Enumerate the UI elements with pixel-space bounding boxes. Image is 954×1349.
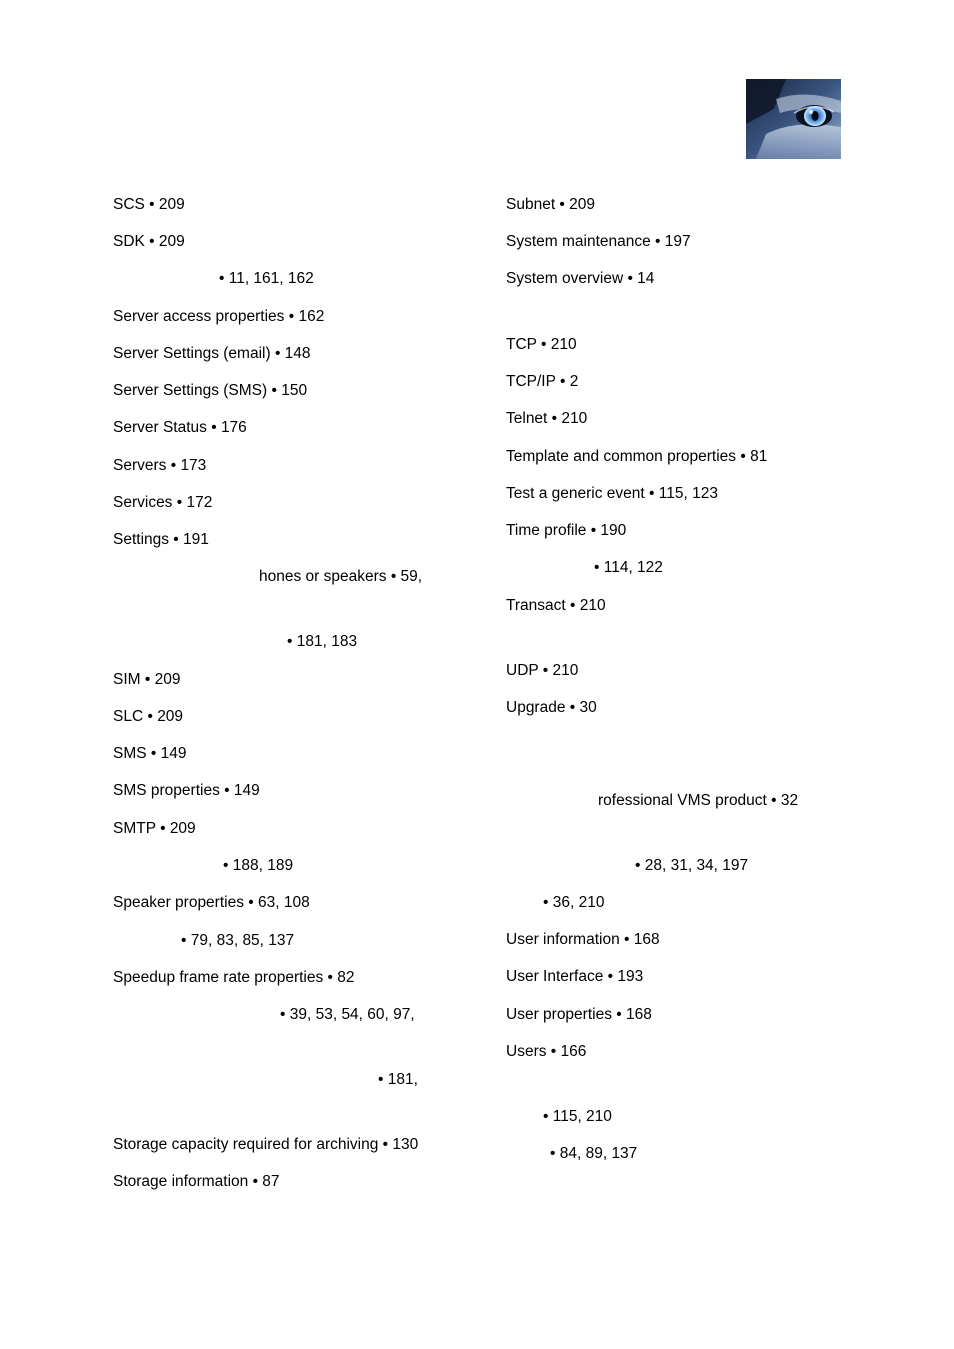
index-entry: Transact • 210: [506, 597, 606, 614]
index-entry: Telnet • 210: [506, 410, 588, 427]
index-entry: SMS • 149: [113, 745, 187, 762]
index-entry: Speaker properties • 63, 108: [113, 894, 310, 911]
index-entry: • 181,: [378, 1071, 418, 1088]
index-entry: Server Status • 176: [113, 419, 247, 436]
index-entry: • 79, 83, 85, 137: [181, 932, 295, 949]
index-entry: User properties • 168: [506, 1006, 652, 1023]
index-entry: Storage capacity required for archiving • 130: [113, 1136, 419, 1153]
index-entry: SDK • 209: [113, 233, 185, 250]
index-entry: User Interface • 193: [506, 968, 644, 985]
index-entry: • 181, 183: [287, 633, 358, 650]
index-entry: System maintenance • 197: [506, 233, 691, 250]
index-entry: • 39, 53, 54, 60, 97,: [280, 1006, 415, 1023]
index-entry: Subnet • 209: [506, 196, 596, 213]
index-entry: Server Settings (SMS) • 150: [113, 382, 308, 399]
index-entry: UDP • 210: [506, 662, 579, 679]
index-entry: • 188, 189: [223, 857, 294, 874]
index-entry: hones or speakers • 59,: [259, 568, 423, 585]
index-entry: Upgrade • 30: [506, 699, 597, 716]
index-entry: System overview • 14: [506, 270, 655, 287]
index-entry: TCP • 210: [506, 336, 577, 353]
index-entry: Users • 166: [506, 1043, 587, 1060]
index-entry: SMS properties • 149: [113, 782, 260, 799]
index-entry: Template and common properties • 81: [506, 448, 768, 465]
index-entry: Speedup frame rate properties • 82: [113, 969, 355, 986]
index-entry: Servers • 173: [113, 457, 207, 474]
index-entry: Test a generic event • 115, 123: [506, 485, 718, 502]
index-entry: • 11, 161, 162: [219, 270, 314, 287]
index-entry: Storage information • 87: [113, 1173, 280, 1190]
index-entry: SCS • 209: [113, 196, 185, 213]
index-entry: SMTP • 209: [113, 820, 196, 837]
index-entry: User information • 168: [506, 931, 660, 948]
index-entry: Services • 172: [113, 494, 213, 511]
index-entry: • 115, 210: [543, 1108, 612, 1125]
index-entry: • 84, 89, 137: [550, 1145, 638, 1162]
index-entry: • 36, 210: [543, 894, 605, 911]
wolf-eye-logo: [746, 79, 841, 159]
index-entry: SIM • 209: [113, 671, 181, 688]
index-entry: Settings • 191: [113, 531, 209, 548]
index-entry: TCP/IP • 2: [506, 373, 579, 390]
index-entry: Time profile • 190: [506, 522, 627, 539]
index-entry: rofessional VMS product • 32: [598, 792, 799, 809]
index-entry: • 28, 31, 34, 197: [635, 857, 749, 874]
index-entry: Server access properties • 162: [113, 308, 325, 325]
index-entry: • 114, 122: [594, 559, 663, 576]
index-entry: Server Settings (email) • 148: [113, 345, 311, 362]
index-entry: SLC • 209: [113, 708, 184, 725]
